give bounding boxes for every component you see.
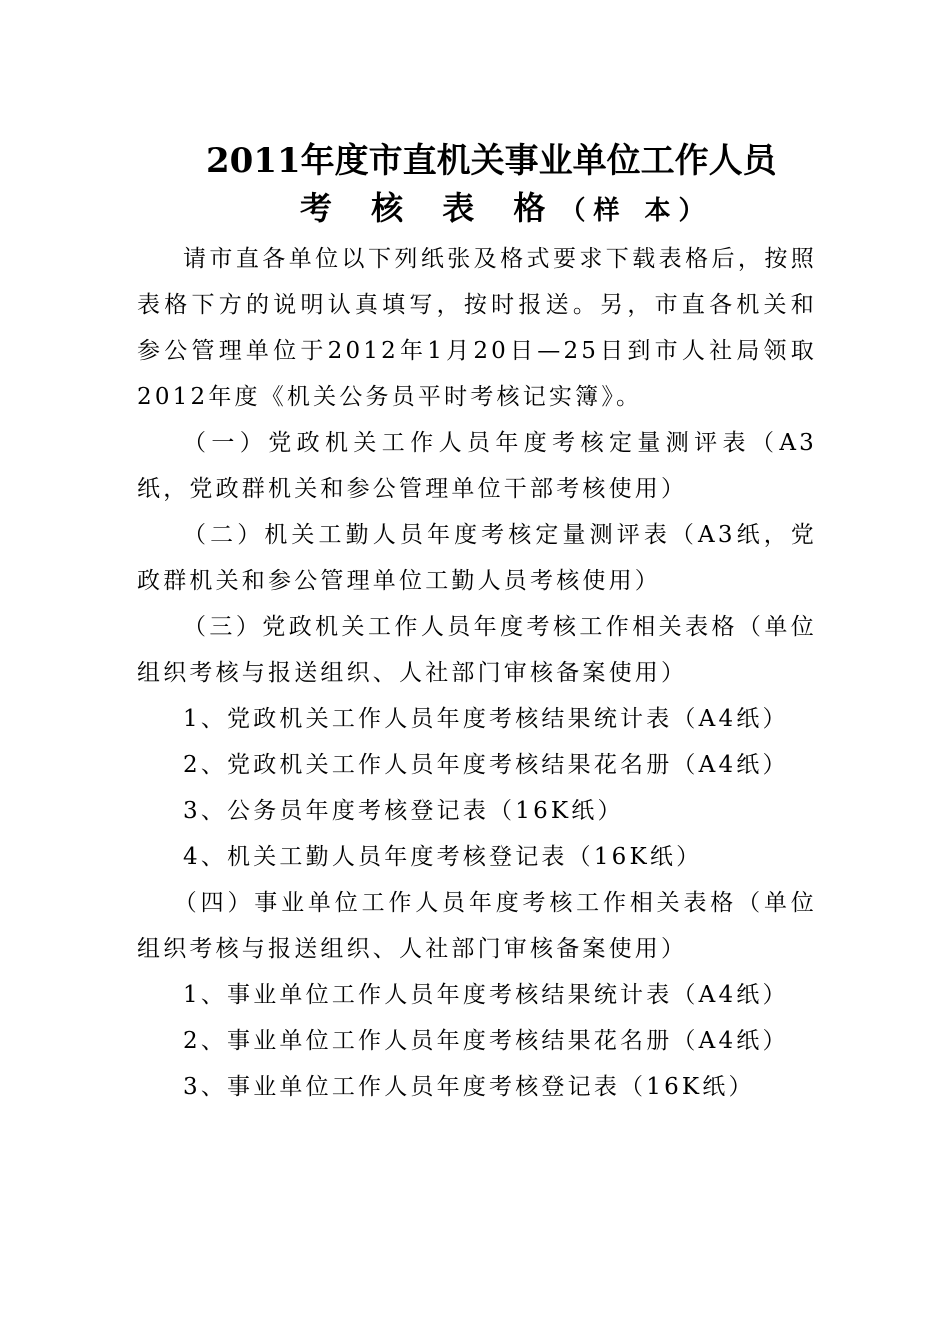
section-2: （二）机关工勤人员年度考核定量测评表（A3纸，党政群机关和参公管理单位工勤人员考核使用） — [137, 522, 817, 594]
document-title-line1: 2011年度市直机关事业单位工作人员 — [206, 141, 777, 181]
section-3-item: 1、党政机关工作人员年度考核结果统计表（A4纸） — [183, 706, 789, 732]
section-4-item: 1、事业单位工作人员年度考核结果统计表（A4纸） — [183, 982, 789, 1008]
section-4-item: 3、事业单位工作人员年度考核登记表（16K纸） — [183, 1074, 755, 1100]
document-body — [137, 236, 817, 1110]
section-3-item: 4、机关工勤人员年度考核登记表（16K纸） — [183, 844, 703, 870]
intro-paragraph: 请市直各单位以下列纸张及格式要求下载表格后，按照表格下方的说明认真填写，按时报送。另，市直各机关和参公管理单位于2012年1月20日—25日到市人社局领取2012年度《机关公务员平时考核记实簿》。 — [137, 246, 817, 410]
section-3: （三）党政机关工作人员年度考核工作相关表格（单位组织考核与报送组织、人社部门审核备案使用） — [137, 614, 817, 686]
section-4: （四）事业单位工作人员年度考核工作相关表格（单位组织考核与报送组织、人社部门审核备案使用） — [137, 890, 817, 962]
section-3-item: 2、党政机关工作人员年度考核结果花名册（A4纸） — [183, 752, 789, 778]
section-3-item: 3、公务员年度考核登记表（16K纸） — [183, 798, 624, 824]
document-title-line2 — [300, 188, 800, 231]
section-4-item: 2、事业单位工作人员年度考核结果花名册（A4纸） — [183, 1028, 789, 1054]
title-sample-note: （样 本） — [559, 196, 713, 226]
title-main: 考 核 表 格 — [300, 189, 560, 227]
section-1: （一）党政机关工作人员年度考核定量测评表（A3纸，党政群机关和参公管理单位干部考核使用） — [137, 430, 817, 502]
